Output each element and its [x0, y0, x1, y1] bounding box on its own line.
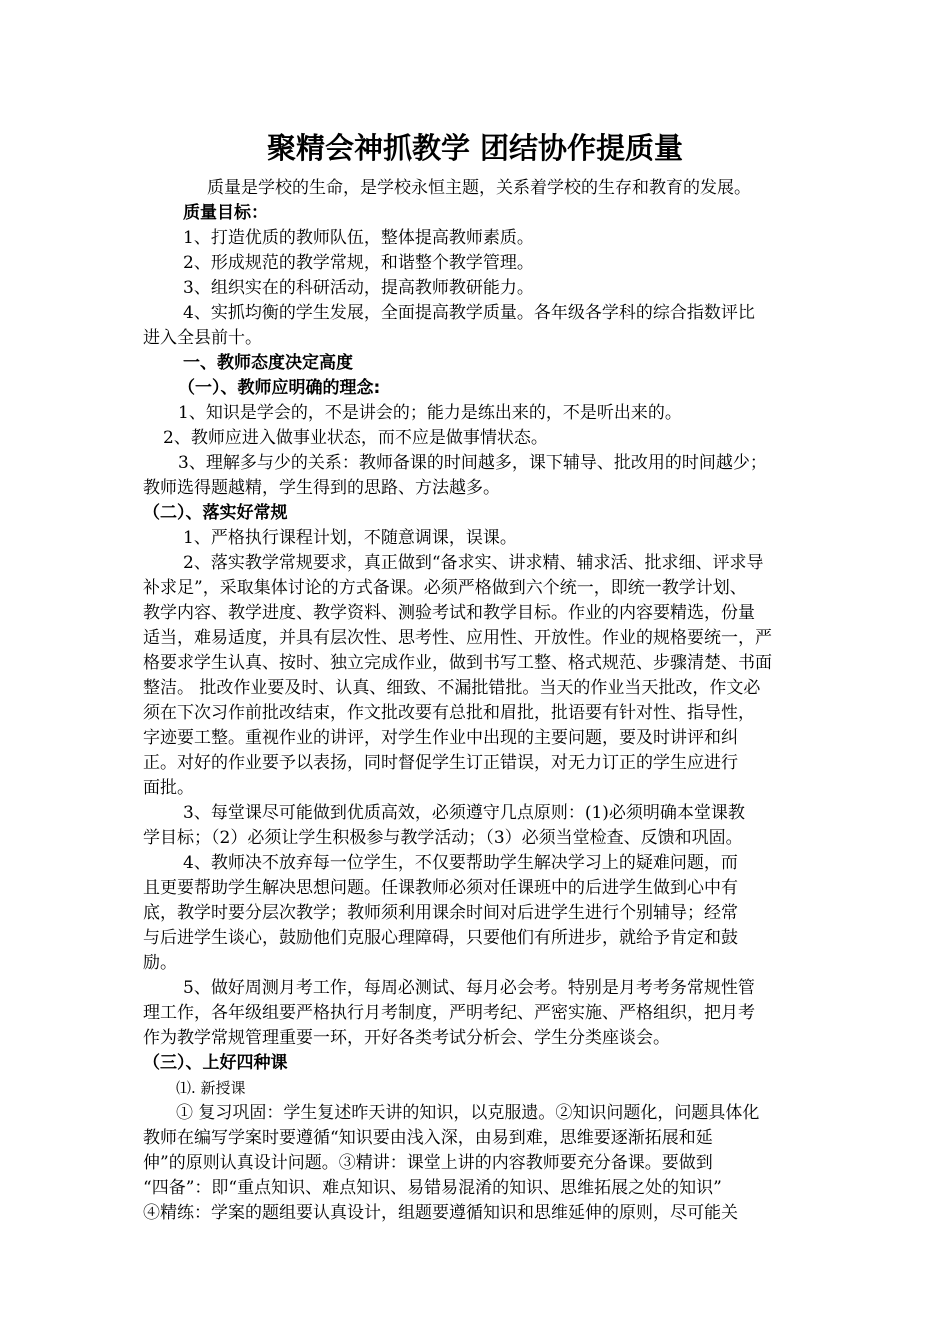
section-heading: 质量目标： — [183, 203, 268, 223]
paragraph-line: 2、形成规范的教学常规，和谐整个教学管理。 — [183, 253, 534, 273]
paragraph-line: 底，教学时要分层次教学；教师须利用课余时间对后进学生进行个别辅导；经常 — [143, 903, 738, 923]
section-heading: （二）、落实好常规 — [143, 503, 288, 523]
section-heading: 一、教师态度决定高度 — [183, 353, 353, 373]
paragraph-line: 且更要帮助学生解决思想问题。任课教师必须对任课班中的后进学生做到心中有 — [143, 878, 738, 898]
paragraph-line: 5、做好周测月考工作，每周必测试、每月必会考。特别是月考考务常规性管 — [183, 978, 755, 998]
paragraph-line: ⑴. 新授课 — [176, 1079, 246, 1097]
paragraph-line: 4、实抓均衡的学生发展，全面提高教学质量。各年级各学科的综合指数评比 — [183, 303, 755, 323]
paragraph-line: 1、严格执行课程计划，不随意调课，误课。 — [183, 528, 517, 548]
paragraph-line: 伸”的原则认真设计问题。③精讲：课堂上讲的内容教师要充分备课。要做到 — [143, 1153, 713, 1173]
paragraph-line: 须在下次习作前批改结束，作文批改要有总批和眉批，批语要有针对性、指导性， — [143, 703, 755, 723]
paragraph-line: 3、理解多与少的关系：教师备课的时间越多，课下辅导、批改用的时间越少； — [178, 453, 767, 473]
paragraph-line: 进入全县前十。 — [143, 328, 262, 348]
paragraph-line: 整洁。 批改作业要及时、认真、细致、不漏批错批。当天的作业当天批改，作文必 — [143, 678, 761, 698]
paragraph-line: 1、打造优质的教师队伍，整体提高教师素质。 — [183, 228, 534, 248]
paragraph-line: 适当，难易适度，并具有层次性、思考性、应用性、开放性。作业的规格要统一，严 — [143, 628, 772, 648]
paragraph-line: 与后进学生谈心，鼓励他们克服心理障碍，只要他们有所进步，就给予肯定和鼓 — [143, 928, 738, 948]
paragraph-line: 面批。 — [143, 778, 194, 798]
paragraph-line: 3、每堂课尽可能做到优质高效，必须遵守几点原则：(1)必须明确本堂课教 — [183, 803, 745, 823]
document-title: 聚精会神抓教学 团结协作提质量 — [266, 131, 684, 165]
paragraph-line: 2、落实教学常规要求，真正做到“备求实、讲求精、辅求活、批求细、评求导 — [183, 553, 764, 573]
paragraph-line: 教师选得题越精，学生得到的思路、方法越多。 — [143, 478, 500, 498]
paragraph-line: ④精练：学案的题组要认真设计，组题要遵循知识和思维延伸的原则，尽可能关 — [143, 1203, 738, 1223]
paragraph-line: 理工作，各年级组要严格执行月考制度，严明考纪、严密实施、严格组织，把月考 — [143, 1003, 755, 1023]
paragraph-line: 字迹要工整。重视作业的讲评，对学生作业中出现的主要问题，要及时讲评和纠 — [143, 728, 738, 748]
paragraph-line: 教学内容、教学进度、教学资料、测验考试和教学目标。作业的内容要精选，份量 — [143, 603, 755, 623]
paragraph-line: 补求足”，采取集体讨论的方式备课。必须严格做到六个统一，即统一教学计划、 — [143, 578, 747, 598]
paragraph-line: 2、教师应进入做事业状态，而不应是做事情状态。 — [163, 428, 548, 448]
paragraph-line: 学目标；（2）必须让学生积极参与教学活动；（3）必须当堂检查、反馈和巩固。 — [143, 828, 743, 848]
paragraph-line: 格要求学生认真、按时、独立完成作业，做到书写工整、格式规范、步骤清楚、书面 — [143, 653, 772, 673]
paragraph-line: ① 复习巩固：学生复述昨天讲的知识，以克服遗。②知识问题化，问题具体化 — [176, 1103, 760, 1123]
section-heading: （一）、教师应明确的理念: — [178, 378, 381, 398]
paragraph-line: 1、知识是学会的，不是讲会的；能力是练出来的，不是听出来的。 — [178, 403, 682, 423]
paragraph-line: 3、组织实在的科研活动，提高教师教研能力。 — [183, 278, 534, 298]
paragraph-line: 作为教学常规管理重要一环，开好各类考试分析会、学生分类座谈会。 — [143, 1028, 670, 1048]
paragraph-line: 4、教师决不放弃每一位学生，不仅要帮助学生解决学习上的疑难问题，而 — [183, 853, 738, 873]
paragraph-line: 质量是学校的生命，是学校永恒主题，关系着学校的生存和教育的发展。 — [207, 178, 751, 198]
paragraph-line: “四备”：即“重点知识、难点知识、易错易混淆的知识、思维拓展之处的知识” — [143, 1178, 722, 1198]
paragraph-line: 教师在编写学案时要遵循“知识要由浅入深，由易到难，思维要逐渐拓展和延 — [143, 1128, 713, 1148]
section-heading: （三）、上好四种课 — [143, 1053, 288, 1073]
paragraph-line: 励。 — [143, 953, 177, 973]
paragraph-line: 正。对好的作业要予以表扬，同时督促学生订正错误，对无力订正的学生应进行 — [143, 753, 738, 773]
